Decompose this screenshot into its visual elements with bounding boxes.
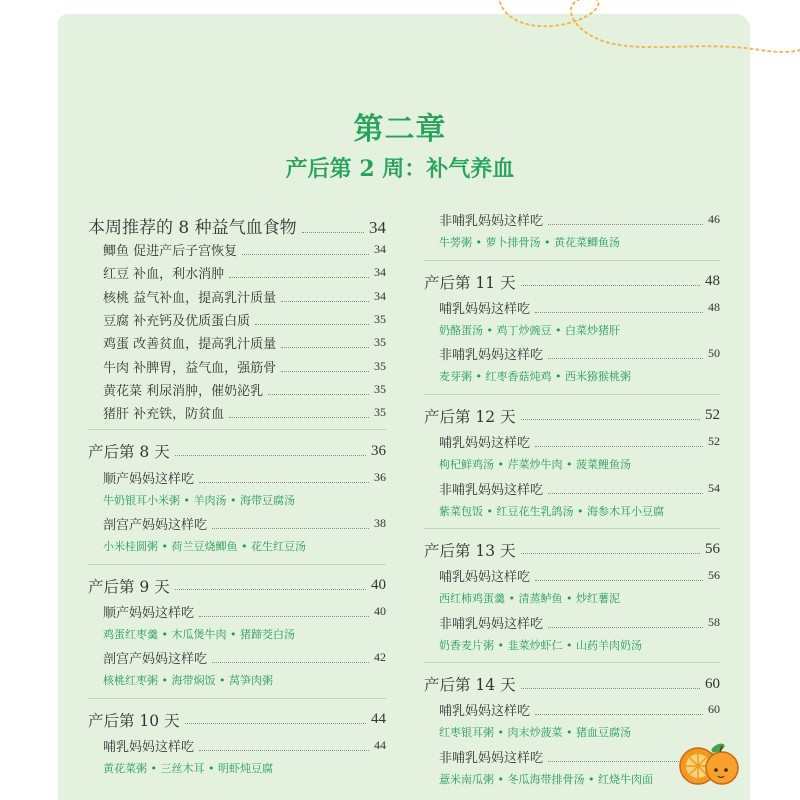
recipe-list: 紫菜包饭 • 红豆花生乳鸽汤 • 海参木耳小豆腐 (439, 504, 664, 518)
toc-sub-entry[interactable] (424, 564, 720, 587)
toc-entry-label: 猪肝 补充铁，防贫血 (103, 407, 225, 423)
section-divider (88, 429, 386, 430)
toc-page-number: 56 (708, 568, 720, 583)
toc-entry-label: 产后第 14 天 (424, 676, 516, 695)
toc-page-number: 35 (374, 358, 386, 373)
toc-page-number: 46 (708, 212, 720, 227)
toc-page-number: 35 (374, 312, 386, 327)
toc-entry-label: 哺乳妈妈这样吃 (439, 570, 531, 586)
leader-dots (521, 285, 700, 286)
leader-dots (548, 493, 703, 494)
dotted-ribbon-decoration (0, 0, 800, 100)
toc-entry-label: 非哺乳妈妈这样吃 (439, 214, 544, 230)
recipe-list: 黄花菜粥 • 三丝木耳 • 明虾炖豆腐 (103, 762, 273, 776)
leader-dots (548, 627, 703, 628)
toc-page-number: 48 (708, 299, 720, 314)
toc-page-number: 50 (708, 346, 720, 361)
toc-sub-entry[interactable] (88, 600, 386, 623)
toc-entry-label: 鲫鱼 促进产后子宫恢复 (103, 244, 238, 260)
recipe-list: 薏米南瓜粥 • 冬瓜海带排骨汤 • 红烧牛肉面 (439, 773, 653, 787)
toc-page-number: 34 (374, 242, 386, 257)
toc-sub-entry[interactable] (88, 285, 386, 308)
toc-sub-entry[interactable] (88, 512, 386, 535)
leader-dots (521, 553, 700, 554)
leader-dots (229, 277, 369, 278)
toc-page-number: 36 (371, 442, 386, 459)
leader-dots (548, 358, 703, 359)
recipe-list: 牛奶银耳小米粥 • 羊肉汤 • 海带豆腐汤 (103, 493, 295, 507)
toc-sub-entry[interactable] (424, 208, 720, 231)
toc-page-number: 56 (705, 541, 720, 558)
recipe-list: 牛蒡粥 • 萝卜排骨汤 • 黄花菜鲫鱼汤 (439, 236, 620, 250)
toc-sub-entry[interactable] (88, 734, 386, 757)
toc-sub-entry[interactable] (88, 238, 386, 261)
section-divider (424, 662, 720, 663)
toc-entry-day-11[interactable] (424, 268, 720, 296)
toc-entry-label: 非哺乳妈妈这样吃 (439, 750, 544, 766)
toc-entry-label: 哺乳妈妈这样吃 (439, 704, 531, 720)
toc-entry-label: 鸡蛋 改善贫血，提高乳汁质量 (103, 337, 277, 353)
leader-dots (535, 714, 703, 715)
chapter-subtitle: 产后第 2 周：补气养血 (285, 156, 515, 182)
toc-page-number: 34 (374, 288, 386, 303)
toc-entry-day-10[interactable] (88, 706, 386, 734)
toc-page-number: 54 (708, 480, 720, 495)
section-divider (424, 528, 720, 529)
leader-dots (521, 419, 700, 420)
leader-dots (535, 580, 703, 581)
leader-dots (175, 455, 366, 456)
leader-dots (281, 301, 369, 302)
toc-page-number: 35 (374, 405, 386, 420)
toc-entry-label: 非哺乳妈妈这样吃 (439, 348, 544, 364)
leader-dots (268, 394, 369, 395)
section-divider (88, 564, 386, 565)
toc-sub-entry[interactable] (424, 611, 720, 634)
toc-entry-day-12[interactable] (424, 402, 720, 430)
toc-sub-entry[interactable] (424, 476, 720, 499)
leader-dots (281, 371, 369, 372)
toc-sub-entry[interactable] (88, 331, 386, 354)
leader-dots (535, 312, 703, 313)
toc-entry-label: 哺乳妈妈这样吃 (439, 301, 531, 317)
recipe-list: 西红柿鸡蛋羹 • 清蒸鲈鱼 • 炒红薯泥 (439, 592, 620, 606)
leader-dots (242, 254, 369, 255)
section-divider (424, 260, 720, 261)
toc-entry-label: 非哺乳妈妈这样吃 (439, 482, 544, 498)
toc-page-number: 48 (705, 273, 720, 290)
toc-entry-label: 剖宫产妈妈这样吃 (103, 518, 208, 534)
leader-dots (199, 750, 369, 751)
leader-dots (212, 662, 369, 663)
toc-entry-label: 哺乳妈妈这样吃 (103, 739, 195, 755)
leader-dots (229, 417, 369, 418)
toc-page-number: 36 (374, 469, 386, 484)
leader-dots (199, 482, 369, 483)
leader-dots (535, 446, 703, 447)
toc-page-number: 52 (708, 433, 720, 448)
toc-sub-entry[interactable] (424, 296, 720, 319)
toc-entry-label: 产后第 10 天 (88, 711, 180, 730)
toc-right-column (424, 208, 720, 791)
leader-dots (302, 232, 364, 233)
leader-dots (212, 528, 369, 529)
leader-dots (199, 616, 369, 617)
leader-dots (185, 723, 366, 724)
toc-sub-entry[interactable] (424, 698, 720, 721)
toc-left-column (88, 208, 386, 780)
orange-fruit-icon (676, 734, 740, 788)
toc-entry-label: 产后第 8 天 (88, 443, 170, 462)
toc-entry-intro[interactable] (88, 208, 386, 238)
toc-entry-label: 豆腐 补充钙及优质蛋白质 (103, 314, 251, 330)
toc-entry-label: 顺产妈妈这样吃 (103, 605, 195, 621)
toc-page-number: 44 (374, 737, 386, 752)
toc-page-number: 60 (705, 675, 720, 692)
toc-page-number: 35 (374, 381, 386, 396)
toc-sub-entry[interactable] (88, 308, 386, 331)
toc-entry-label: 红豆 补血，利水消肿 (103, 267, 225, 283)
section-divider (88, 698, 386, 699)
recipe-list: 小米桂圆粥 • 荷兰豆烧鲫鱼 • 花生红豆汤 (103, 540, 306, 554)
leader-dots (521, 688, 700, 689)
recipe-list: 麦芽粥 • 红枣香菇炖鸡 • 西米猕猴桃粥 (439, 370, 631, 384)
toc-entry-day-13[interactable] (424, 536, 720, 564)
toc-sub-entry[interactable] (88, 354, 386, 377)
toc-entry-label: 哺乳妈妈这样吃 (439, 435, 531, 451)
leader-dots (548, 224, 703, 225)
leader-dots (255, 324, 369, 325)
toc-entry-label: 剖宫产妈妈这样吃 (103, 652, 208, 668)
toc-page-number: 58 (708, 614, 720, 629)
toc-page-number: 52 (705, 407, 720, 424)
toc-page-number: 40 (371, 577, 386, 594)
toc-sub-entry[interactable] (88, 401, 386, 424)
recipe-list: 红枣银耳粥 • 肉末炒菠菜 • 猪血豆腐汤 (439, 726, 631, 740)
recipe-list: 核桃红枣粥 • 海带焖饭 • 莴笋肉粥 (103, 674, 273, 688)
toc-sub-entry[interactable] (88, 261, 386, 284)
toc-entry-label: 非哺乳妈妈这样吃 (439, 616, 544, 632)
toc-entry-label: 产后第 11 天 (424, 273, 516, 292)
toc-entry-label: 产后第 13 天 (424, 541, 516, 560)
recipe-list: 鸡蛋红枣羹 • 木瓜煲牛肉 • 猪蹄茭白汤 (103, 627, 295, 641)
toc-entry-day-8[interactable] (88, 437, 386, 465)
toc-entry-label: 核桃 益气补血，提高乳汁质量 (103, 290, 277, 306)
recipe-list: 枸杞鲜鸡汤 • 芹菜炒牛肉 • 菠菜鲤鱼汤 (439, 458, 631, 472)
recipe-list: 奶香麦片粥 • 韭菜炒虾仁 • 山药羊肉奶汤 (439, 638, 642, 652)
toc-entry-label: 产后第 12 天 (424, 407, 516, 426)
toc-entry-label: 黄花菜 利尿消肿，催奶泌乳 (103, 383, 264, 399)
toc-entry-label: 本周推荐的 8 种益气血食物 (88, 218, 297, 238)
toc-sub-entry[interactable] (88, 646, 386, 669)
toc-entry-label: 顺产妈妈这样吃 (103, 471, 195, 487)
toc-page-number: 35 (374, 335, 386, 350)
toc-sub-entry[interactable] (424, 342, 720, 365)
chapter-title: 第二章 (353, 112, 447, 147)
toc-page-number: 44 (371, 711, 386, 728)
section-divider (424, 394, 720, 395)
recipe-list: 奶酪蛋汤 • 鸡丁炒豌豆 • 白菜炒猪肝 (439, 323, 620, 337)
leader-dots (281, 347, 369, 348)
toc-entry-label: 产后第 9 天 (88, 577, 170, 596)
toc-page-number: 42 (374, 650, 386, 665)
leader-dots (175, 589, 366, 590)
toc-page-number: 40 (374, 603, 386, 618)
toc-page-number: 38 (374, 516, 386, 531)
toc-page-number: 60 (708, 702, 720, 717)
toc-sub-entry[interactable] (88, 465, 386, 488)
toc-sub-entry[interactable] (88, 378, 386, 401)
toc-sub-entry[interactable] (424, 430, 720, 453)
toc-page-number: 34 (369, 218, 386, 237)
toc-entry-day-9[interactable] (88, 572, 386, 600)
toc-entry-day-14[interactable] (424, 670, 720, 698)
toc-page-number: 34 (374, 265, 386, 280)
toc-entry-label: 牛肉 补脾胃，益气血，强筋骨 (103, 360, 277, 376)
